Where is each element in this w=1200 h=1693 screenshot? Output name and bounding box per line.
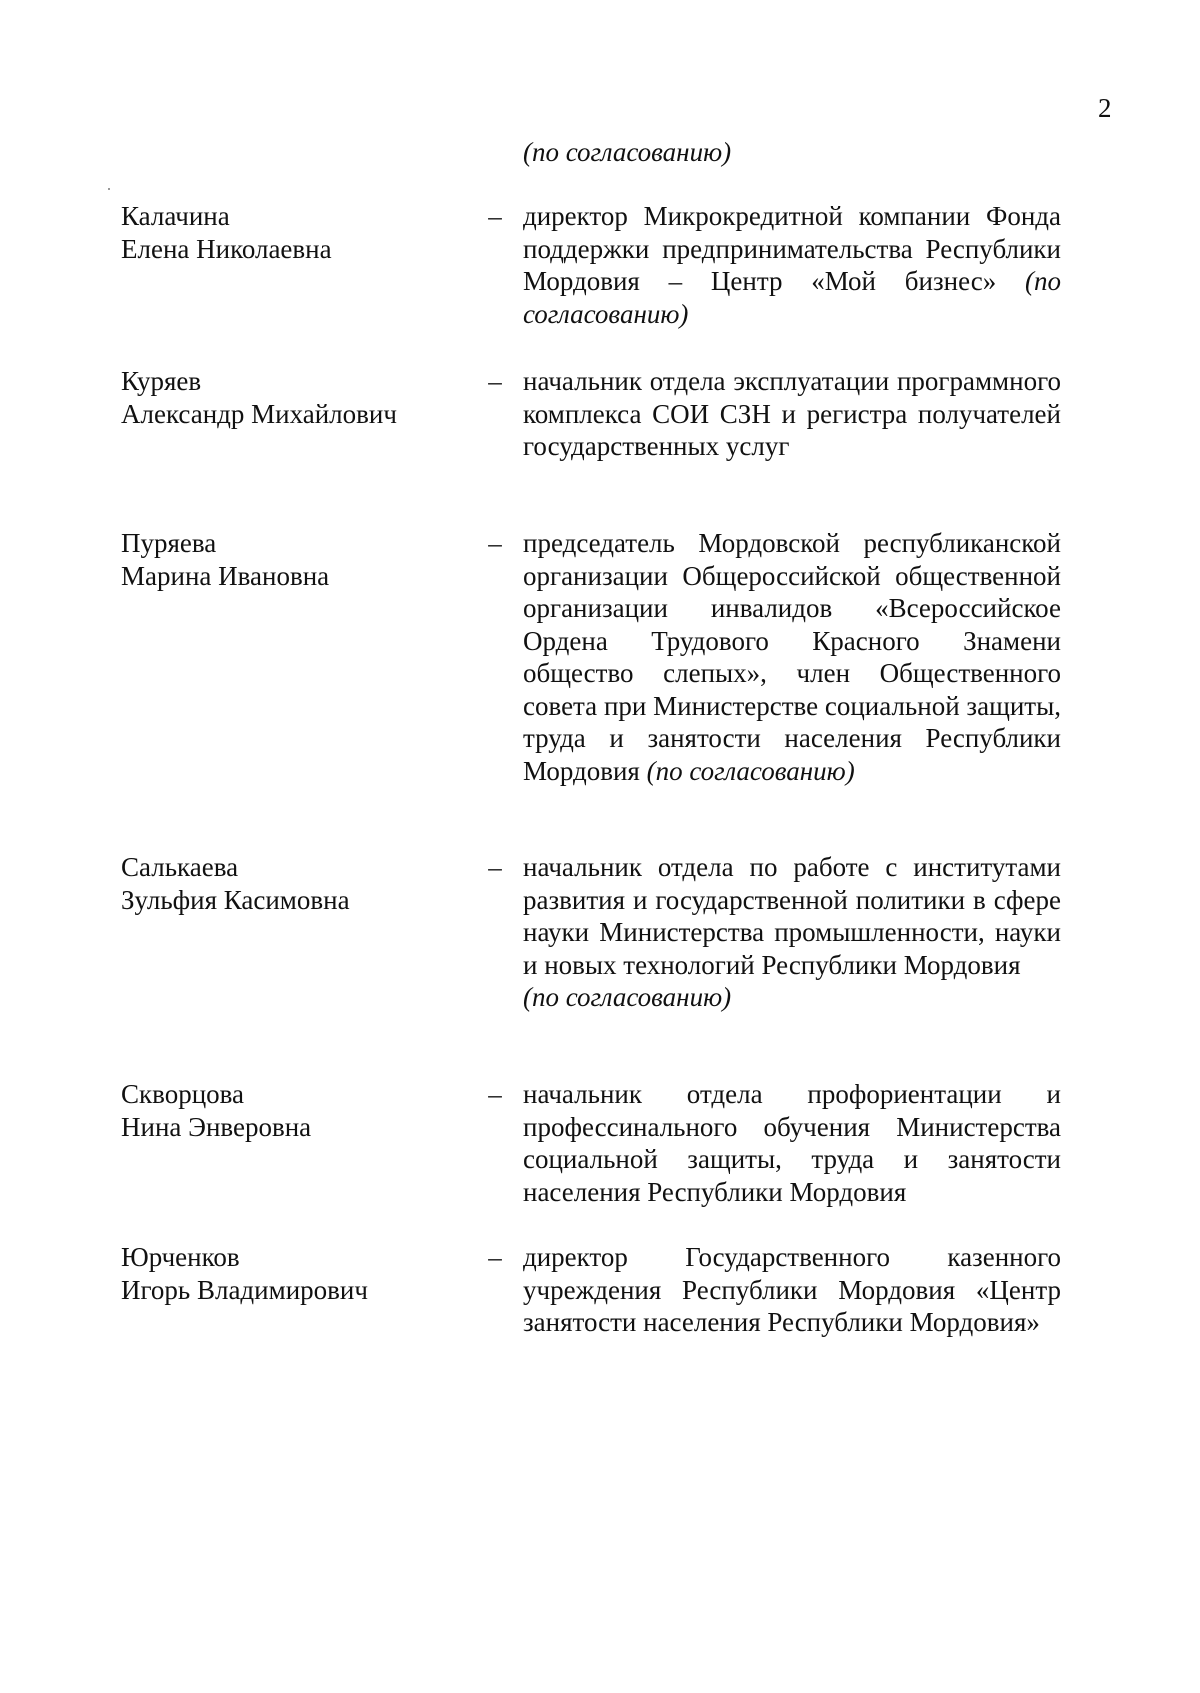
position-text: директор Государственного казенного учреждения Республики Мордовия «Центр занятости населения Республики Мордовия» xyxy=(523,1242,1061,1337)
member-name xyxy=(121,527,461,592)
position-text: директор Микрокредитной компании Фонда поддержки предпринимательства Республики Мордовия – Центр «Мой бизнес» xyxy=(523,201,1061,296)
member-given-names: Елена Николаевна xyxy=(121,233,332,264)
dash-separator: – xyxy=(488,1079,502,1109)
position-text: начальник отдела профориентации и профессинального обучения Министерства социальной защиты, труда и занятости населения Республики Мордовия xyxy=(523,1079,1061,1207)
dash-separator: – xyxy=(488,201,502,231)
member-name xyxy=(121,200,461,265)
member-surname: Салькаева xyxy=(121,852,239,882)
agreement-note: (по согласованию) xyxy=(523,266,1062,329)
member-surname: Калачина xyxy=(121,201,230,231)
member-position xyxy=(523,200,1061,330)
member-surname: Куряев xyxy=(121,366,202,396)
scan-speck xyxy=(108,188,110,190)
member-position xyxy=(523,1241,1061,1339)
member-name xyxy=(121,1078,461,1143)
dash-separator: – xyxy=(488,852,502,882)
member-surname: Скворцова xyxy=(121,1079,245,1109)
position-text: начальник отдела эксплуатации программного комплекса СОИ СЗН и регистра получателей государственных услуг xyxy=(523,366,1061,461)
member-surname: Пуряева xyxy=(121,528,217,558)
member-position xyxy=(523,851,1061,1014)
member-name xyxy=(121,1241,461,1306)
agreement-note: (по согласованию) xyxy=(523,982,732,1012)
member-given-names: Марина Ивановна xyxy=(121,560,330,591)
member-name xyxy=(121,851,461,916)
member-position xyxy=(523,1078,1061,1208)
member-surname: Юрченков xyxy=(121,1242,240,1272)
page-number: 2 xyxy=(1098,93,1112,123)
member-given-names: Зульфия Касимовна xyxy=(121,884,350,915)
member-name xyxy=(121,365,461,430)
position-text: начальник отдела по работе с институтами развития и государственной политики в сфере науки Министерства промышленности, науки и новых технологий Республики Мордовия xyxy=(523,852,1061,980)
dash-separator: – xyxy=(488,366,502,396)
member-position xyxy=(523,527,1061,787)
member-given-names: Александр Михайлович xyxy=(121,398,397,429)
agreement-note: (по согласованию) xyxy=(646,755,855,786)
position-text: председатель Мордовской республиканской организации Общероссийской общественной организации инвалидов «Всероссийское Ордена Трудового Красного Знамени общество слепых», член Общественного совета при Министерстве социальной защиты, труда и занятости населения Республики Мордовия xyxy=(523,528,1061,786)
dash-separator: – xyxy=(488,1242,502,1272)
continuation-note: (по согласованию) xyxy=(523,137,732,167)
dash-separator: – xyxy=(488,528,502,558)
member-given-names: Нина Энверовна xyxy=(121,1111,312,1142)
member-position xyxy=(523,365,1061,463)
member-given-names: Игорь Владимирович xyxy=(121,1274,368,1305)
